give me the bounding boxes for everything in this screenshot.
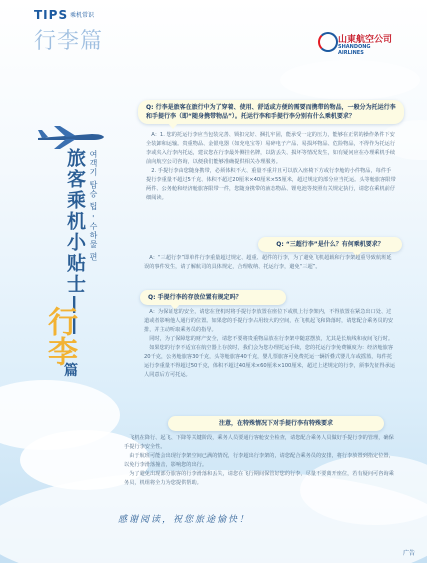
question-bubble-3: Q: 手提行李的存放位置有规定吗？ — [140, 290, 286, 305]
question-bubble-1: Q: 行李是旅客在旅行中为了穿着、使用、舒适或方便的需要而携带的物品，一般分为托运行李和手提行李（即“随身携带物品”）。托运行李和手提行李分别有什么乘机要求？ — [138, 100, 404, 124]
notice-bubble: 注意，在特殊情况下对手提行李有特殊要求 — [168, 416, 384, 431]
side-korean-subtitle: 여객기 탑승 팁 - 수하물 편 — [89, 150, 98, 262]
cloud-decoration — [280, 60, 420, 100]
side-main-title: 旅客乘机小贴士—— — [64, 148, 86, 337]
question-bubble-2: Q: “三超行李”是什么？有何乘机要求？ — [258, 237, 402, 252]
notice-block: 飞机在降行、起飞、下降等关键阶段，乘务人员要通行客舱安全检查，请您配合乘务人员做好手提行李的管理，确保手提行李安全性。 由于航班可能会出现行李架空间已满的情况，行李超出行李架的，请您配合乘务员的安排，将行李放置到指定位置，以免行李滑落撞击，影响您的出行。 为了避免出现部分旅客的行李滑落和丢失，请您在飞行期间保管好您的行李，尽量不要离开座位，若有疑问可咨询乘务员，机组将全力为您提供帮助。 — [124, 435, 394, 486]
side-accent-title: 行李 — [42, 306, 77, 366]
tips-sublabel: 乘机常识 — [70, 12, 95, 19]
airline-logo-icon — [318, 32, 338, 52]
answer-block-1: A：1. 您的托运行李应当包装完善、锁扣完好、捆扎牢固，能承受一定的压力，能够在正常的操作条件下安全装卸和运输。贵重物品、金银电器（如充电宝等）易碎电子产品、易损坏物品、危险物品，不得作为托运行李或夹入行李内托运，建议您在行李最外侧挂名牌，以防丢失、损坏等情况发生，如有疑问应在办理乘机手续前向航空公司咨询，以便我们能够准确提供相关办理服务。 2. 手提行李由您随身携带，必须体积不大、重量不重并且可以放入座椅下方或行李舱的小件物品，每件手提行李重量不超过5千克、体积不超过20厘米×40厘米×55厘米，超过规定的部分应当托运。头等舱旅客限带两件、公务舱和经济舱旅客限带一件，您随身携带的液态物品、锂电池等按照有关规定执行，请您在乘机前仔细阅读。 — [146, 132, 396, 201]
logo-english: SHANDONG AIRLINES — [338, 44, 371, 56]
tips-label: TIPS — [34, 8, 69, 22]
logo-chinese: 山東航空公司 — [338, 35, 393, 45]
closing-greeting: 感谢阅读，祝您旅途愉快！ — [118, 515, 251, 525]
answer-block-2: A：“三超行李”即单件行李重量超过规定、超重、超件的行李，为了避免飞机超载和行李架超重导致航班延误的事件发生，请了解航司的具体规定，合理收纳、托运行李，避免“三超”。 — [144, 255, 392, 270]
ad-label: 广告 — [402, 550, 415, 557]
answer-block-3: A：为保证您的安全，请您在登机时将手提行李放置在座位下或机上行李架内，不得放置在紧急出口处、过道或者影响他人通行的位置。如果您的手提行李占用较大的空间，在飞机起飞和降落时，请您配合乘务员的安排，并主动听取乘务员的指导。 同时，为了保障您的财产安全，请您不要将贵重物品放在行李架中随意摆放，尤其是长航线和夜间飞行时。 如果您的行李不适宜在航空器上存放时，我们会为您办理托运手续，您的托运行李免费额度为：经济舱旅客20千克，公务舱旅客30千克，头等舱旅客40千克，婴儿票旅客可免费托运一辆折叠式婴儿车或摇篮，每件托运行李重量不得超过50千克，体积不超过40厘米×60厘米×100厘米，超过上述规定的行李，须事先征得承运人同意后方可托运。 — [144, 309, 396, 378]
airplane-icon — [36, 124, 106, 150]
airline-logo — [318, 30, 398, 60]
side-pian-char: 篇 — [64, 363, 78, 379]
section-title: 行李篇 — [34, 29, 104, 54]
